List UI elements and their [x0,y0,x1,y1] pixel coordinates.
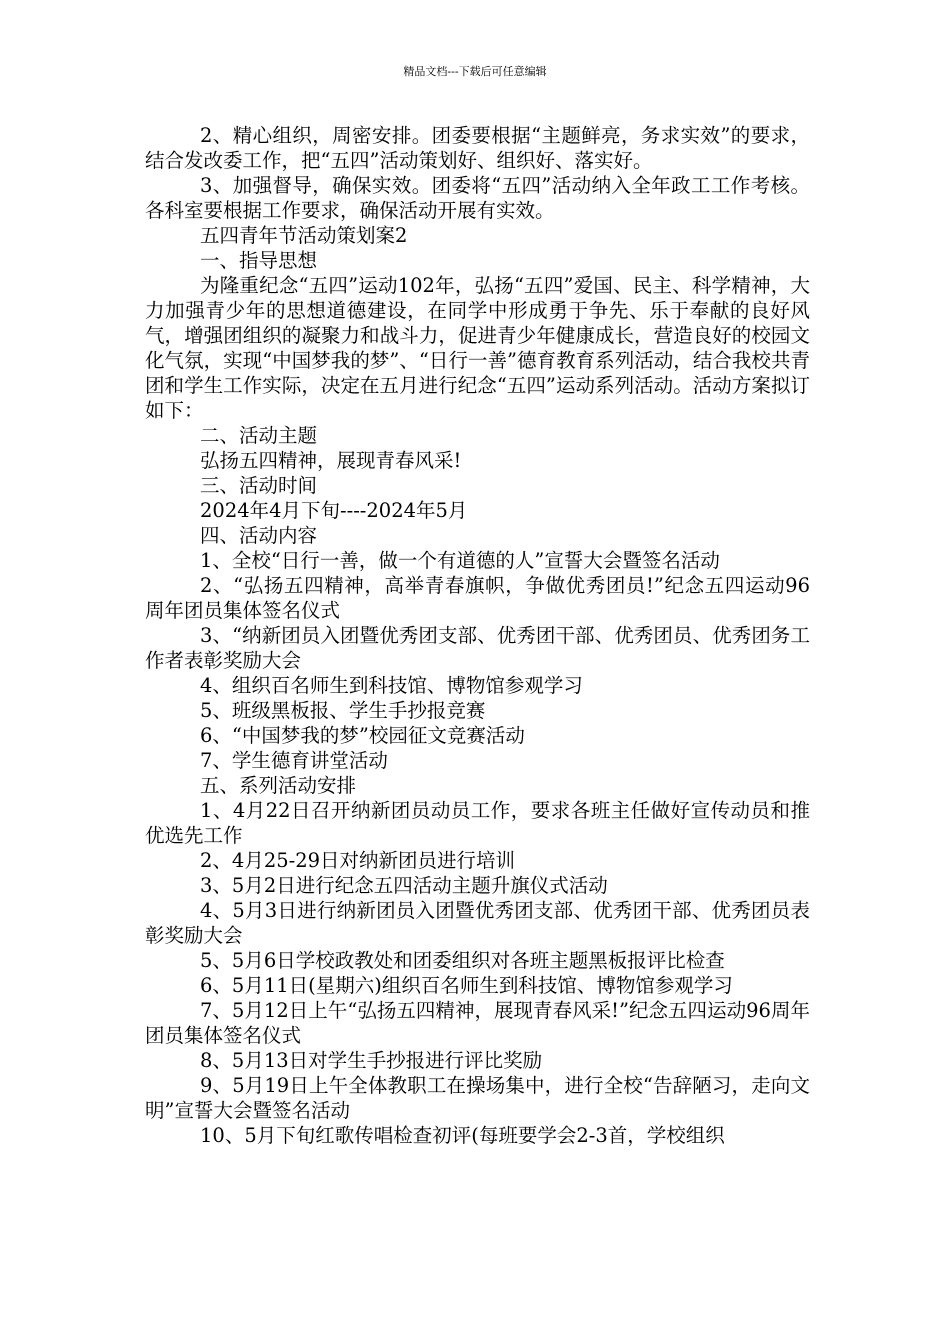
list-item: 2、4月25-29日对纳新团员进行培训 [200,849,516,872]
section-heading: 五、系列活动安排 [200,774,357,797]
paragraph: 弘扬五四精神，展现青春风采! [200,449,462,472]
list-item: 7、5月12日上午“弘扬五四精神，展现青春风采!”纪念五四运动96周年团员集体签名仪式 [145,999,810,1047]
section-heading: 二、活动主题 [200,424,318,447]
list-item: 6、“中国梦我的梦”校园征文竞赛活动 [200,724,525,747]
list-item: 10、5月下旬红歌传唱检查初评(每班要学会2-3首，学校组织 [200,1124,725,1147]
list-item: 1、全校“日行一善，做一个有道德的人”宣誓大会暨签名活动 [200,549,720,572]
list-item: 5、5月6日学校政教处和团委组织对各班主题黑板报评比检查 [200,949,725,972]
section-heading: 三、活动时间 [200,474,318,497]
list-item: 3、“纳新团员入团暨优秀团支部、优秀团干部、优秀团员、优秀团务工作者表彰奖励大会 [145,624,810,672]
list-item: 5、班级黑板报、学生手抄报竞赛 [200,699,486,722]
list-item: 1、4月22日召开纳新团员动员工作，要求各班主任做好宣传动员和推优选先工作 [145,799,810,847]
paragraph: 为隆重纪念“五四”运动102年，弘扬“五四”爱国、民主、科学精神，大力加强青少年的思想道德建设，在同学中形成勇于争先、乐于奉献的良好风气，增强团组织的凝聚力和战斗力，促进青少年健康成长，营造良好的校园文化气氛，实现“中国梦我的梦”、“日行一善”德育教育系列活动，结合我校共青团和学生工作实际，决定在五月进行纪念“五四”运动系列活动。活动方案拟订如下： [145,274,810,422]
paragraph: 2024年4月下旬----2024年5月 [200,499,468,522]
section-heading: 一、指导思想 [200,249,318,272]
list-item: 9、5月19日上午全体教职工在操场集中，进行全校“告辞陋习，走向文明”宣誓大会暨签名活动 [145,1074,810,1122]
list-item: 4、5月3日进行纳新团员入团暨优秀团支部、优秀团干部、优秀团员表彰奖励大会 [145,899,810,947]
list-item: 3、5月2日进行纪念五四活动主题升旗仪式活动 [200,874,608,897]
paragraph: 2、精心组织，周密安排。团委要根据“主题鲜亮，务求实效”的要求，结合发改委工作，把“五四”活动策划好、组织好、落实好。 [145,124,810,172]
list-item: 7、学生德育讲堂活动 [200,749,388,772]
section-heading: 四、活动内容 [200,524,318,547]
list-item: 2、“弘扬五四精神，高举青春旗帜，争做优秀团员!”纪念五四运动96周年团员集体签名仪式 [145,574,810,622]
paragraph: 3、加强督导，确保实效。团委将“五四”活动纳入全年政工工作考核。各科室要根据工作要求，确保活动开展有实效。 [145,174,810,222]
list-item: 8、5月13日对学生手抄报进行评比奖励 [200,1049,543,1072]
section-title: 五四青年节活动策划案2 [200,224,408,247]
page-header: 精品文档---下载后可任意编辑 [403,65,547,78]
document-body [145,123,810,1148]
list-item: 4、组织百名师生到科技馆、博物馆参观学习 [200,674,583,697]
list-item: 6、5月11日(星期六)组织百名师生到科技馆、博物馆参观学习 [200,974,733,997]
